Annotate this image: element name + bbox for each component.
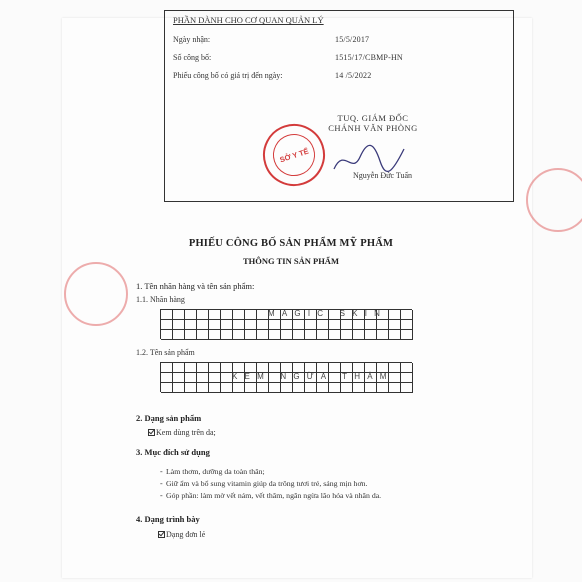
received-date-label: Ngày nhận:	[173, 35, 211, 44]
grid-cell	[281, 320, 293, 330]
grid-cell	[389, 320, 401, 330]
signer-name: Nguyễn Đức Tuấn	[353, 171, 413, 180]
grid-cell	[197, 310, 209, 320]
grid-cell	[329, 383, 341, 393]
signature-block	[293, 113, 453, 133]
section-4-item	[158, 530, 205, 539]
grid-cell	[209, 330, 221, 340]
grid-cell	[293, 320, 305, 330]
grid-cell	[161, 363, 173, 373]
grid-cell	[173, 383, 185, 393]
valid-until-label: Phiếu công bố có giá trị đến ngày:	[173, 71, 283, 80]
admin-section-box	[164, 10, 514, 202]
stamp-text: SỞ Y TẾ	[278, 146, 310, 164]
grid-cell	[353, 330, 365, 340]
grid-cell	[245, 310, 257, 320]
grid-cell	[245, 383, 257, 393]
grid-cell	[185, 330, 197, 340]
grid-cell	[197, 320, 209, 330]
brand-name: MAGIC SKIN	[268, 309, 388, 318]
grid-cell	[257, 383, 269, 393]
grid-cell	[161, 330, 173, 340]
grid-cell	[389, 310, 401, 320]
grid-cell	[233, 330, 245, 340]
grid-cell	[161, 383, 173, 393]
grid-cell	[161, 310, 173, 320]
signature-line-2: CHÁNH VĂN PHÒNG	[328, 123, 418, 133]
announcement-number-label: Số công bố:	[173, 53, 212, 62]
grid-cell	[221, 330, 233, 340]
grid-cell	[329, 330, 341, 340]
grid-cell	[305, 320, 317, 330]
grid-cell	[257, 320, 269, 330]
grid-cell	[401, 320, 413, 330]
section-4-item-text: Dạng đơn lẻ	[166, 530, 206, 539]
bullet-dot-icon: -	[160, 467, 163, 476]
grid-cell	[221, 320, 233, 330]
grid-cell	[197, 373, 209, 383]
grid-cell	[341, 383, 353, 393]
grid-cell	[365, 383, 377, 393]
grid-cell	[269, 383, 281, 393]
grid-cell	[305, 383, 317, 393]
bullet-dot-icon: -	[160, 491, 163, 500]
checkbox-icon	[158, 531, 165, 538]
grid-cell	[377, 320, 389, 330]
grid-cell	[173, 330, 185, 340]
grid-cell	[233, 310, 245, 320]
purpose-item-1: Làm thơm, dưỡng da toàn thân;	[166, 467, 265, 476]
checkbox-icon	[148, 429, 155, 436]
grid-cell	[197, 363, 209, 373]
grid-cell	[233, 383, 245, 393]
grid-cell	[281, 383, 293, 393]
signature-line-1: TUQ. GIÁM ĐỐC	[337, 113, 409, 123]
grid-cell	[173, 363, 185, 373]
grid-cell	[269, 320, 281, 330]
grid-cell	[329, 320, 341, 330]
grid-cell	[209, 320, 221, 330]
official-stamp-inner	[268, 129, 321, 182]
grid-cell	[209, 373, 221, 383]
grid-cell	[173, 373, 185, 383]
grid-cell	[377, 330, 389, 340]
grid-cell	[293, 383, 305, 393]
grid-cell	[209, 363, 221, 373]
grid-cell	[209, 383, 221, 393]
section-4-heading: 4. Dạng trình bày	[136, 514, 200, 524]
grid-cell	[233, 320, 245, 330]
grid-cell	[173, 320, 185, 330]
left-margin-stamp	[64, 262, 128, 326]
grid-cell	[365, 330, 377, 340]
received-date-value: 15/5/2017	[335, 35, 370, 44]
section-1-2-label: 1.2. Tên sản phẩm	[136, 348, 195, 357]
grid-cell	[245, 330, 257, 340]
grid-cell	[305, 330, 317, 340]
product-name: KEM NGỪA THÂM	[232, 372, 394, 381]
section-2-item	[148, 428, 216, 437]
purpose-item-3: Góp phần: làm mờ vết nám, vết thâm, ngăn ngừa lão hóa và nhăn da.	[166, 491, 382, 500]
grid-cell	[293, 330, 305, 340]
valid-until-value: 14 /5/2022	[335, 71, 372, 80]
grid-cell	[221, 310, 233, 320]
grid-cell	[281, 330, 293, 340]
document-title: PHIẾU CÔNG BỐ SẢN PHẨM MỸ PHẨM	[188, 238, 394, 249]
bullet-dot-icon: -	[160, 479, 163, 488]
grid-cell	[269, 330, 281, 340]
grid-cell	[401, 363, 413, 373]
grid-cell	[257, 330, 269, 340]
grid-cell	[401, 330, 413, 340]
grid-cell	[221, 383, 233, 393]
section-1-1-label: 1.1. Nhãn hàng	[136, 295, 185, 304]
grid-cell	[209, 310, 221, 320]
grid-cell	[401, 310, 413, 320]
grid-cell	[353, 320, 365, 330]
grid-cell	[389, 383, 401, 393]
grid-cell	[317, 383, 329, 393]
grid-cell	[377, 383, 389, 393]
grid-cell	[197, 330, 209, 340]
grid-cell	[317, 320, 329, 330]
grid-cell	[185, 363, 197, 373]
grid-cell	[197, 383, 209, 393]
admin-section-title: PHẦN DÀNH CHO CƠ QUAN QUẢN LÝ	[173, 15, 324, 25]
section-2-heading: 2. Dạng sản phẩm	[136, 413, 202, 423]
grid-cell	[401, 373, 413, 383]
grid-cell	[353, 383, 365, 393]
grid-cell	[173, 310, 185, 320]
grid-cell	[161, 320, 173, 330]
grid-cell	[185, 310, 197, 320]
announcement-number-value: 1515/17/CBMP-HN	[335, 53, 403, 62]
grid-cell	[161, 373, 173, 383]
section-2-item-text: Kem dùng trên da;	[156, 428, 216, 437]
grid-cell	[185, 320, 197, 330]
grid-cell	[341, 330, 353, 340]
grid-cell	[245, 320, 257, 330]
purpose-item-2: Giữ ẩm và bổ sung vitamin giúp da trông tươi trẻ, sáng mịn hơn.	[166, 479, 368, 488]
document-subtitle: THÔNG TIN SẢN PHẨM	[243, 256, 339, 266]
grid-cell	[317, 330, 329, 340]
grid-cell	[389, 330, 401, 340]
grid-cell	[185, 373, 197, 383]
grid-cell	[401, 383, 413, 393]
right-margin-stamp	[526, 168, 582, 232]
grid-cell	[365, 320, 377, 330]
section-3-heading: 3. Mục đích sử dụng	[136, 447, 210, 457]
grid-cell	[341, 320, 353, 330]
grid-cell	[185, 383, 197, 393]
section-1-heading: 1. Tên nhãn hàng và tên sản phẩm:	[136, 281, 255, 291]
